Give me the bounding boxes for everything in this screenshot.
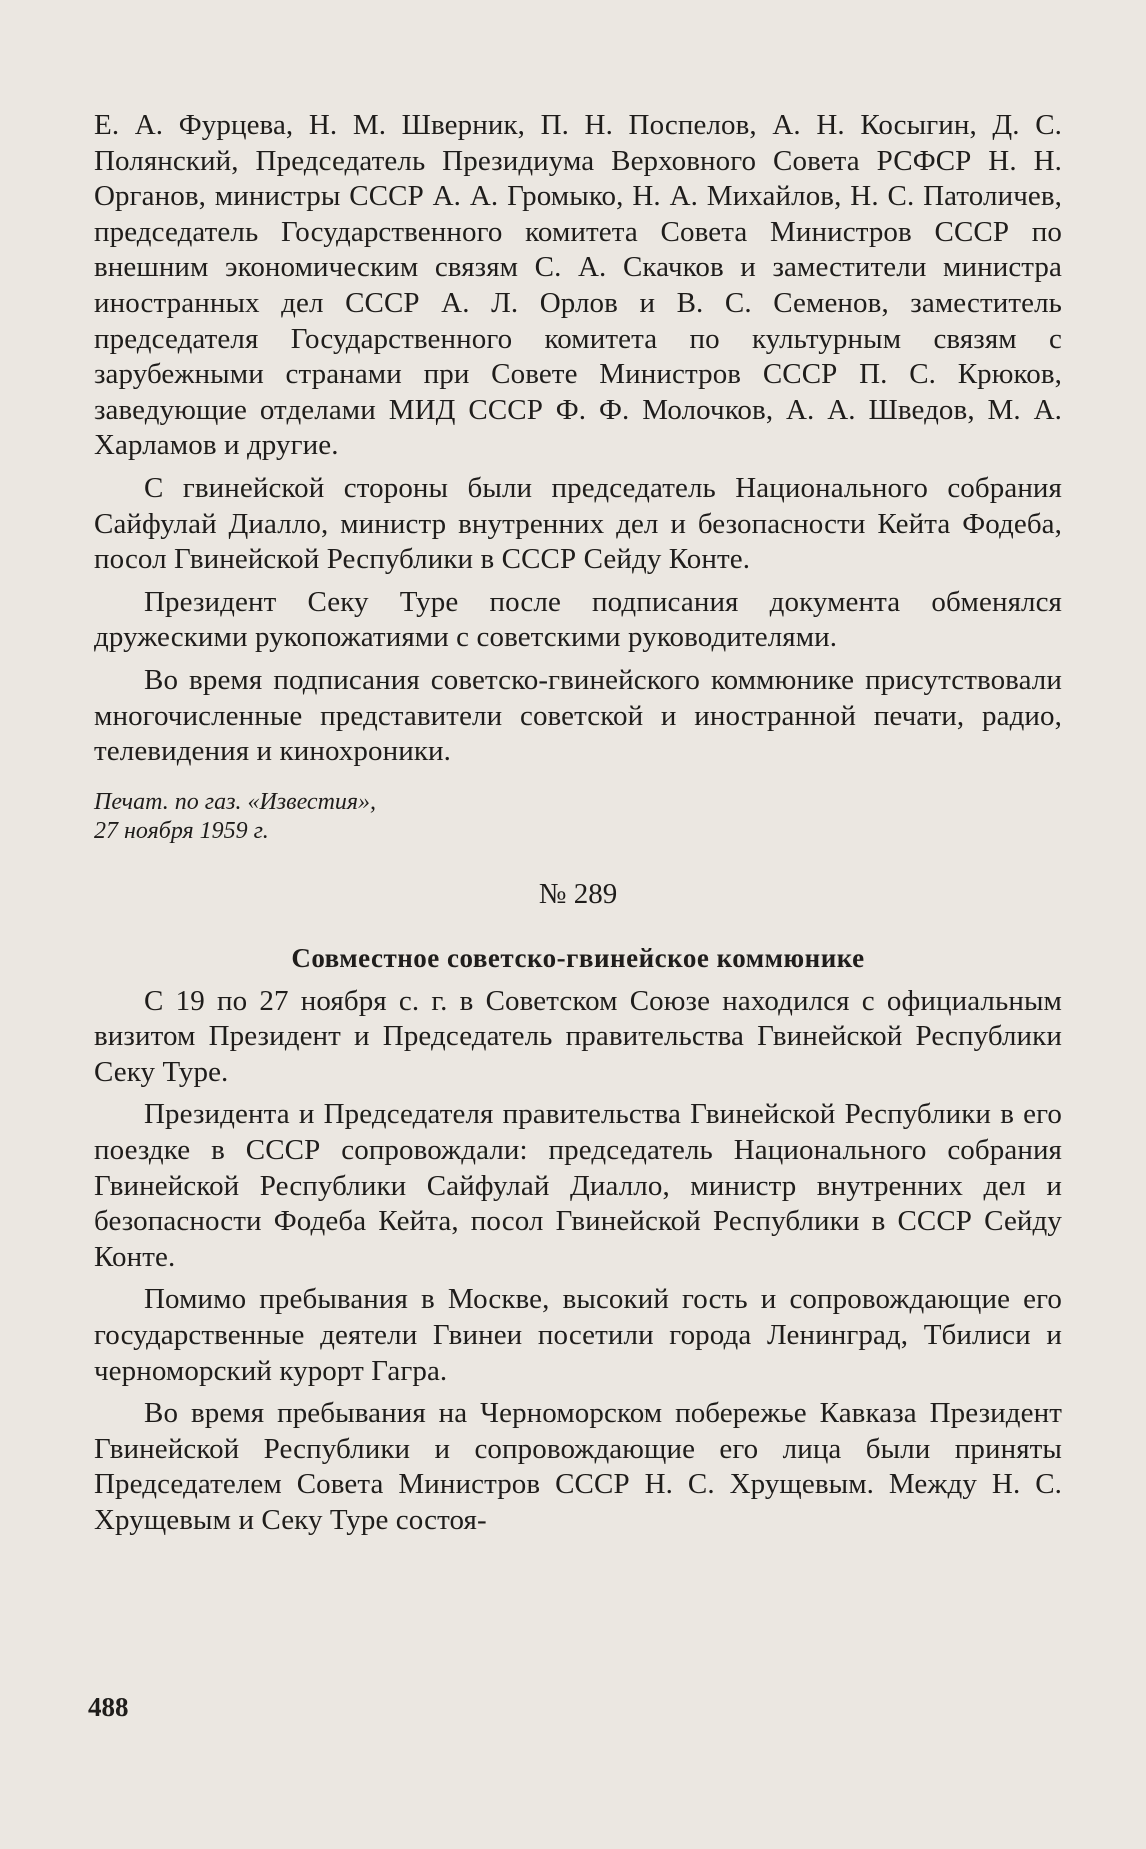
page-number: 488 (88, 1692, 129, 1722)
paragraph-attendees-list: Е. А. Фурцева, Н. М. Шверник, П. Н. Поспелов, А. Н. Косыгин, Д. С. Полянский, Председатель Президиума Верховного Совета РСФСР Н. Н. Органов, министры СССР А. А. Громыко, Н. А. Михайлов, Н. С. Патоличев, председатель Государственного комитета Совета Министров СССР по внешним экономическим связям С. А. Скачков и заместители министра иностранных дел СССР А. Л. Орлов и В. С. Семенов, заместитель председателя Государственного комитета по культурным связям с зарубежными странами при Совете Министров СССР П. С. Крюков, заведующие отделами МИД СССР Ф. Ф. Молочков, А. А. Шведов, М. А. Харламов и другие. (94, 109, 1062, 462)
paragraph-guinean-side: С гвинейской стороны были председатель Национального собрания Сайфулай Диалло, министр внутренних дел и безопасности Кейта Фодеба, посол Гвинейской Республики в СССР Сейду Конте. (94, 471, 1062, 576)
text-column (94, 108, 1062, 1539)
document-number: № 289 (538, 877, 618, 910)
paragraph-handshakes: Президент Секу Туре после подписания документа обменялся дружескими рукопожатиями с советскими руководителями. (94, 585, 1062, 654)
paragraph-cities-visited: Помимо пребывания в Москве, высокий гость и сопровождающие его государственные деятели Гвинеи посетили города Ленинград, Тбилиси и черноморский курорт Гагра. (94, 1283, 1062, 1387)
source-note-line-2: 27 ноября 1959 г. (94, 817, 269, 844)
source-note (94, 788, 1062, 846)
source-note-line-1: Печат. по газ. «Известия», (94, 788, 377, 815)
paragraph-meeting-khrushchev: Во время пребывания на Черноморском побережье Кавказа Президент Гвинейской Республики и сопровождающие его лица были приняты Председателем Совета Министров СССР Н. С. Хрущевым. Между Н. С. Хрущевым и Секу Туре состоя- (94, 1397, 1062, 1536)
paragraph-visit-dates: С 19 по 27 ноября с. г. в Советском Союзе находился с официальным визитом Президент и Председатель правительства Гвинейской Республики Секу Туре. (94, 984, 1062, 1088)
document-title: Совместное советско-гвинейское коммюнике (291, 942, 865, 973)
paragraph-press-present: Во время подписания советско-гвинейского коммюнике присутствовали многочисленные представители советской и иностранной печати, радио, телевидения и кинохроники. (94, 663, 1062, 768)
paragraph-delegation: Президента и Председателя правительства Гвинейской Республики в его поездке в СССР сопровождали: председатель Национального собрания Гвинейской Республики Сайфулай Диалло, министр внутренних дел и безопасности Фодеба Кейта, посол Гвинейской Республики в СССР Сейду Конте. (94, 1098, 1062, 1273)
